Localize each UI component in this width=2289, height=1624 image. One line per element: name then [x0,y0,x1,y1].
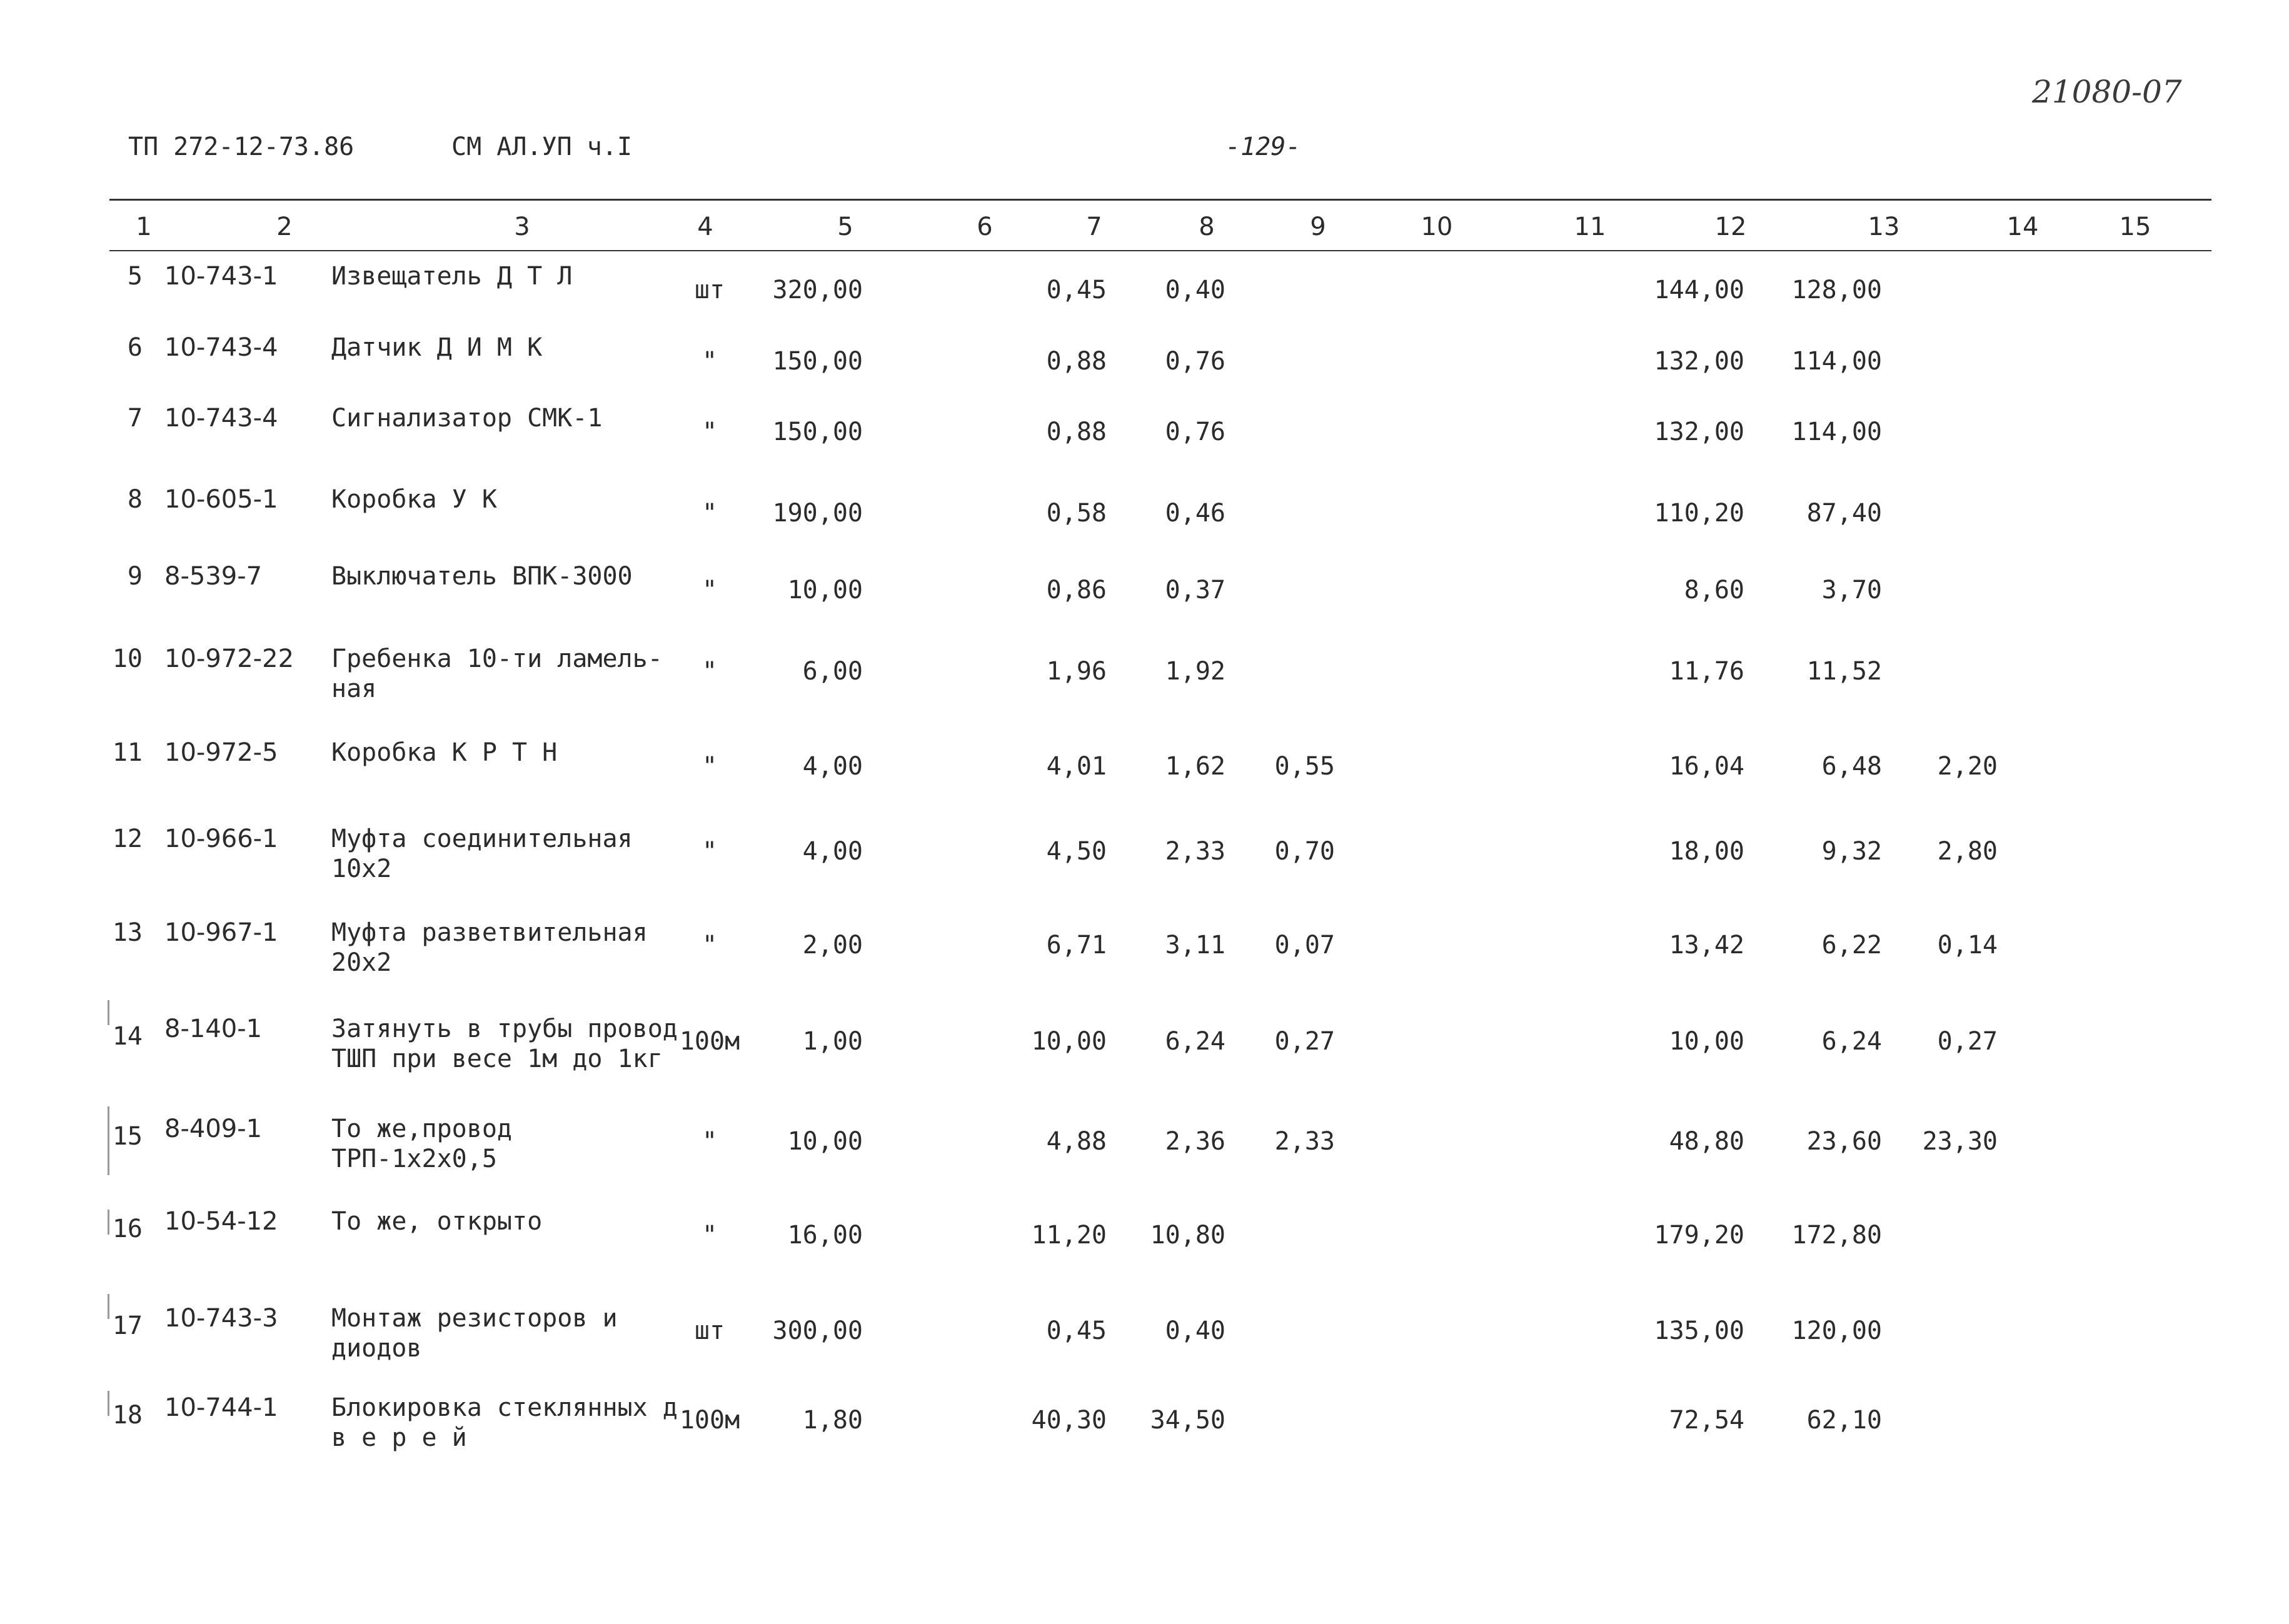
col8-value: 3,11 [1165,931,1225,960]
quantity: 150,00 [772,347,863,376]
col8-value: 1,92 [1165,657,1225,686]
column-number-15: 15 [2119,213,2151,241]
column-number-5: 5 [837,213,853,241]
unit: шт [694,276,725,304]
col14-value: 23,30 [1922,1127,1998,1156]
col13-value: 62,10 [1806,1406,1882,1435]
col8-value: 10,80 [1150,1221,1225,1250]
col12-value: 72,54 [1669,1406,1744,1435]
quantity: 300,00 [772,1316,863,1345]
row-number: 10 [112,644,143,673]
col7-value: 40,30 [1031,1406,1107,1435]
col8-value: 2,33 [1165,837,1225,866]
unit: " [702,1221,718,1250]
unit: " [702,1127,718,1156]
col8-value: 6,24 [1165,1027,1225,1056]
price-code: 10-743-4 [164,404,278,433]
item-name: Извещатель Д Т Л [331,262,573,291]
col7-value: 0,86 [1046,576,1107,604]
price-code: 10-967-1 [164,918,278,947]
row-number: 11 [112,738,143,767]
row-number: 18 [112,1401,143,1430]
col8-value: 0,46 [1165,499,1225,528]
col8-value: 0,37 [1165,576,1225,604]
col9-value: 0,27 [1274,1027,1335,1056]
column-number-12: 12 [1714,213,1747,241]
unit: " [702,418,718,446]
price-code: 10-743-3 [164,1304,278,1333]
margin-mark [108,1294,109,1319]
unit: " [702,657,718,686]
col13-value: 6,24 [1821,1027,1882,1056]
col12-value: 135,00 [1654,1316,1744,1345]
unit: 100м [679,1406,740,1435]
col12-value: 10,00 [1669,1027,1744,1056]
col12-value: 132,00 [1654,418,1744,446]
document-code: ТП 272-12-73.86 [128,133,355,161]
col7-value: 4,88 [1046,1127,1107,1156]
col7-value: 6,71 [1046,931,1107,960]
row-number: 17 [112,1311,143,1340]
column-number-11: 11 [1574,213,1606,241]
item-name: То же,провод ТРП-1х2х0,5 [331,1115,512,1173]
price-code: 10-972-5 [164,738,278,767]
col8-value: 0,76 [1165,418,1225,446]
col9-value: 0,07 [1274,931,1335,960]
margin-mark [108,1210,109,1235]
col14-value: 2,20 [1937,752,1998,781]
price-code: 8-409-1 [164,1115,263,1143]
col8-value: 1,62 [1165,752,1225,781]
col12-value: 11,76 [1669,657,1744,686]
price-code: 10-743-1 [164,262,278,291]
item-name: Муфта соединительная 10х2 [331,825,633,883]
col13-value: 6,22 [1821,931,1882,960]
column-number-10: 10 [1421,213,1453,241]
unit: " [702,931,718,960]
quantity: 1,00 [802,1027,863,1056]
page-number: -129- [1225,133,1301,161]
margin-mark [108,1391,109,1416]
row-number: 13 [112,918,143,947]
margin-mark [108,1000,109,1025]
col14-value: 0,14 [1937,931,1998,960]
row-number: 12 [112,825,143,853]
column-number-3: 3 [514,213,530,241]
col13-value: 120,00 [1791,1316,1882,1345]
price-code: 10-972-22 [164,644,294,673]
quantity: 4,00 [802,752,863,781]
col9-value: 0,70 [1274,837,1335,866]
quantity: 6,00 [802,657,863,686]
item-name: То же, открыто [331,1207,543,1236]
col7-value: 4,50 [1046,837,1107,866]
unit: " [702,837,718,866]
item-name: Коробка У К [331,485,497,514]
row-number: 15 [112,1122,143,1151]
unit: " [702,347,718,376]
row-number: 9 [127,562,143,591]
item-name: Коробка К Р Т Н [331,738,558,767]
quantity: 320,00 [772,276,863,304]
col13-value: 6,48 [1821,752,1882,781]
column-number-13: 13 [1868,213,1900,241]
quantity: 1,80 [802,1406,863,1435]
col12-value: 179,20 [1654,1221,1744,1250]
col8-value: 34,50 [1150,1406,1225,1435]
col8-value: 2,36 [1165,1127,1225,1156]
col7-value: 0,88 [1046,347,1107,376]
col13-value: 128,00 [1791,276,1882,304]
sheet-title: СМ АЛ.УП ч.I [451,133,632,161]
column-number-2: 2 [276,213,293,241]
item-name: Монтаж резисторов и диодов [331,1304,618,1363]
col12-value: 13,42 [1669,931,1744,960]
col12-value: 16,04 [1669,752,1744,781]
col12-value: 18,00 [1669,837,1744,866]
archive-number: 21080-07 [2032,74,2182,110]
col13-value: 23,60 [1806,1127,1882,1156]
col13-value: 114,00 [1791,418,1882,446]
row-number: 5 [127,262,143,291]
row-number: 16 [112,1215,143,1243]
quantity: 10,00 [787,576,863,604]
quantity: 16,00 [787,1221,863,1250]
item-name: Датчик Д И М К [331,333,543,362]
price-code: 10-743-4 [164,333,278,362]
col9-value: 2,33 [1274,1127,1335,1156]
row-number: 14 [112,1022,143,1051]
col12-value: 48,80 [1669,1127,1744,1156]
col12-value: 132,00 [1654,347,1744,376]
col7-value: 0,45 [1046,1316,1107,1345]
col7-value: 10,00 [1031,1027,1107,1056]
unit: шт [694,1316,725,1345]
col13-value: 114,00 [1791,347,1882,376]
unit: " [702,576,718,604]
column-number-6: 6 [977,213,993,241]
column-number-14: 14 [2006,213,2039,241]
price-code: 10-966-1 [164,825,278,853]
col9-value: 0,55 [1274,752,1335,781]
row-number: 6 [127,333,143,362]
col13-value: 3,70 [1821,576,1882,604]
col8-value: 0,40 [1165,1316,1225,1345]
col8-value: 0,76 [1165,347,1225,376]
row-number: 8 [127,485,143,514]
item-name: Муфта разветвительная 20х2 [331,918,648,977]
col14-value: 2,80 [1937,837,1998,866]
col12-value: 144,00 [1654,276,1744,304]
quantity: 190,00 [772,499,863,528]
col8-value: 0,40 [1165,276,1225,304]
item-name: Гребенка 10-ти ламель-ная [331,644,663,703]
col12-value: 110,20 [1654,499,1744,528]
col7-value: 4,01 [1046,752,1107,781]
col13-value: 11,52 [1806,657,1882,686]
row-number: 7 [127,404,143,433]
col7-value: 11,20 [1031,1221,1107,1250]
quantity: 10,00 [787,1127,863,1156]
price-code: 10-744-1 [164,1393,278,1422]
unit: " [702,752,718,781]
margin-mark [108,1106,109,1175]
price-code: 8-539-7 [164,562,263,591]
item-name: Выключатель ВПК-3000 [331,562,633,591]
col13-value: 87,40 [1806,499,1882,528]
col7-value: 0,58 [1046,499,1107,528]
unit: 100м [679,1027,740,1056]
unit: " [702,499,718,528]
col7-value: 0,45 [1046,276,1107,304]
quantity: 4,00 [802,837,863,866]
table-top-rule [109,199,2211,201]
col14-value: 0,27 [1937,1027,1998,1056]
quantity: 150,00 [772,418,863,446]
price-code: 10-54-12 [164,1207,278,1236]
quantity: 2,00 [802,931,863,960]
col7-value: 1,96 [1046,657,1107,686]
col12-value: 8,60 [1684,576,1744,604]
column-number-1: 1 [136,213,152,241]
price-code: 10-605-1 [164,485,278,514]
item-name: Блокировка стеклянных д в е р е й [331,1393,678,1452]
table-header-rule [109,250,2211,251]
col7-value: 0,88 [1046,418,1107,446]
col13-value: 172,80 [1791,1221,1882,1250]
item-name: Затянуть в трубы провод ТШП при весе 1м до 1кг [331,1015,678,1073]
column-number-7: 7 [1086,213,1102,241]
price-code: 8-140-1 [164,1015,263,1043]
column-number-9: 9 [1310,213,1326,241]
col13-value: 9,32 [1821,837,1882,866]
column-number-8: 8 [1199,213,1215,241]
column-number-4: 4 [697,213,713,241]
item-name: Сигнализатор СМК-1 [331,404,603,433]
